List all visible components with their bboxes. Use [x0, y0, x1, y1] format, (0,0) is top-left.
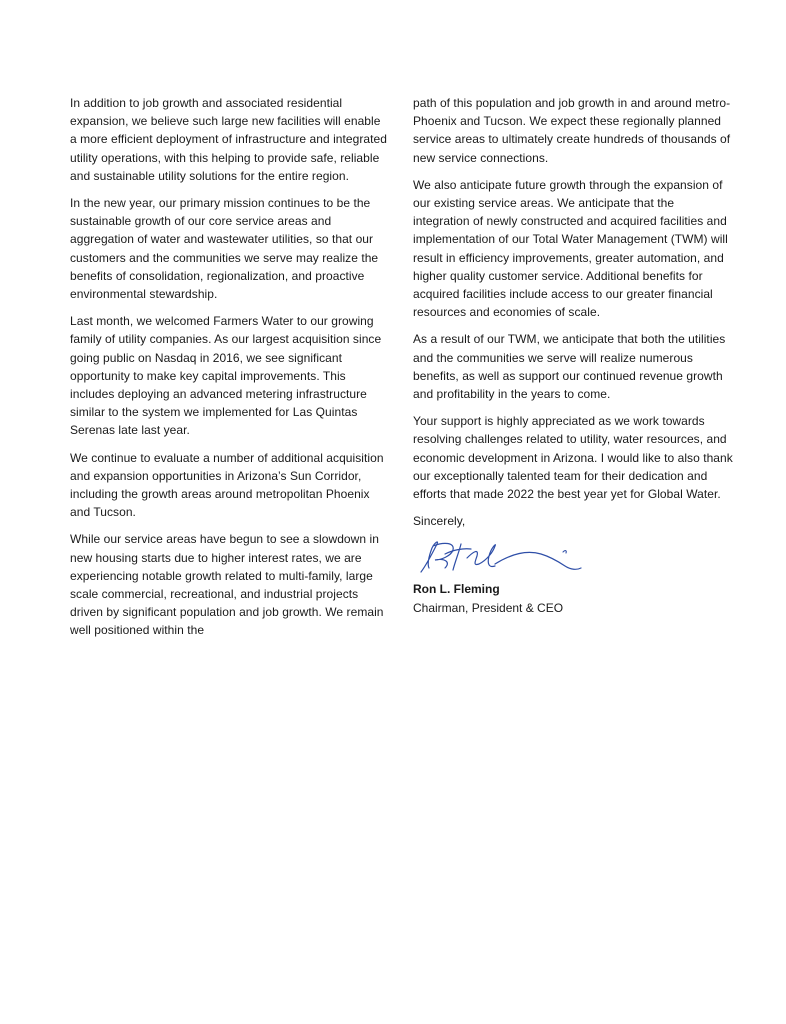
left-column	[70, 94, 388, 649]
right-paragraph-1: path of this population and job growth in and around metro-Phoenix and Tucson. We expect these regionally planned service areas to ultimately create hundreds of thousands of new service connections.	[413, 96, 731, 165]
left-paragraph-2: In the new year, our primary mission continues to be the sustainable growth of our core service areas and aggregation of water and wastewater utilities, so that our customers and the communities we serve may realize the benefits of consolidation, regionalization, and proactive environmental stewardship.	[70, 196, 379, 302]
signature-stroke	[563, 551, 566, 553]
signer-title: Chairman, President & CEO	[413, 600, 564, 615]
right-paragraph-4: Your support is highly appreciated as we work towards resolving challenges related to utility, water resources, and economic development in Arizona. I would like to also thank our exceptionally talented team for their dedication and efforts that made 2022 the best year yet for Global Water.	[413, 414, 733, 502]
left-paragraph-1: In addition to job growth and associated residential expansion, we believe such large new facilities will enable a more efficient deployment of infrastructure and integrated utility operations, with this helping to provide safe, reliable and sustainable utility solutions for the entire region.	[70, 96, 387, 183]
signature-stroke	[467, 545, 495, 567]
right-paragraph-3: As a result of our TWM, we anticipate that both the utilities and the communities we serve will realize numerous benefits, as well as support our continued revenue growth and profitability in the years to come.	[413, 332, 726, 402]
left-paragraph-4: We continue to evaluate a number of additional acquisition and expansion opportunities in Arizona’s Sun Corridor, including the growth areas around metropolitan Phoenix and Tucson.	[70, 450, 384, 520]
handwritten-signature	[415, 538, 585, 578]
signature-stroke	[445, 544, 471, 570]
closing-text: Sincerely,	[413, 514, 466, 529]
signature-block	[413, 512, 733, 617]
signature-stroke	[495, 553, 581, 570]
signature-stroke	[421, 542, 438, 572]
left-paragraph-5: While our service areas have begun to see a slowdown in new housing starts due to higher interest rates, we are experiencing notable growth related to multi-family, large scale commercial, recreational, and industrial projects driven by significant population and job growth. We remain well positioned within the	[70, 532, 384, 638]
signer-name: Ron L. Fleming	[413, 582, 500, 597]
right-paragraph-2: We also anticipate future growth through the expansion of our existing service areas. We anticipate that the integration of newly constructed and acquired facilities and implementation of our Total Water Management (TWM) will result in efficiency improvements, greater automation, and higher quality customer service. Additional benefits for acquired facilities include access to our greater financial resources and economies of scale.	[413, 177, 728, 320]
right-column	[413, 94, 733, 617]
left-paragraph-3: Last month, we welcomed Farmers Water to our growing family of utility companies. As our largest acquisition since going public on Nasdaq in 2016, we see significant opportunity to make key capital improvements. This includes deploying an advanced metering infrastructure similar to the system we implemented for Las Quintas Serenas late last year.	[70, 314, 382, 438]
